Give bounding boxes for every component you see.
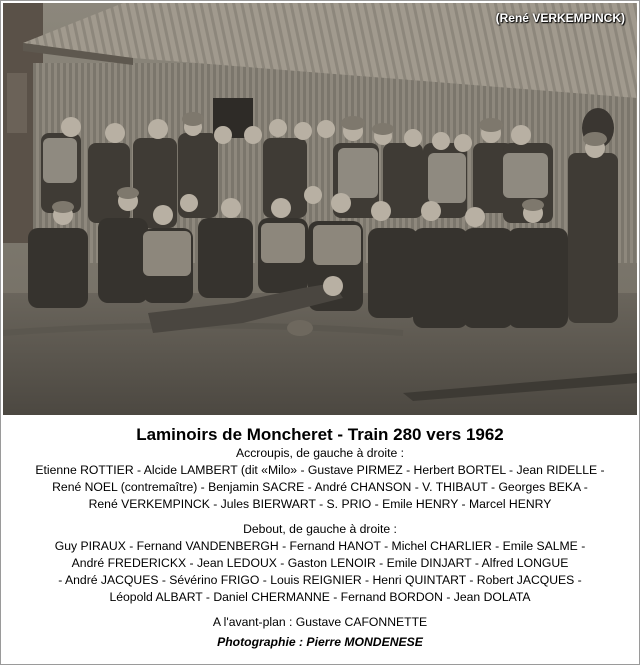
photo-illustration [3, 3, 637, 415]
accroupis-names-line-1: Etienne ROTTIER - Alcide LAMBERT (dit «Milo» - Gustave PIRMEZ - Herbert BORTEL - Jean RIDELLE - [35, 463, 605, 477]
photo-credit: (René VERKEMPINCK) [495, 11, 625, 25]
group-photo [3, 3, 637, 415]
caption-title: Laminoirs de Moncheret - Train 280 vers 1962 [136, 425, 504, 444]
accroupis-heading: Accroupis, de gauche à droite : [235, 446, 405, 460]
accroupis-names-line-3: René VERKEMPINCK - Jules BIERWART - S. PRIO - Emile HENRY - Marcel HENRY [88, 497, 552, 511]
photographer-credit: Photographie : Pierre MONDENESE [217, 635, 423, 649]
avant-plan-line: A l'avant-plan : Gustave CAFONNETTE [212, 615, 428, 629]
debout-names-line-1: Guy PIRAUX - Fernand VANDENBERGH - Fernand HANOT - Michel CHARLIER - Emile SALME - [54, 539, 586, 553]
debout-names-line-2: André FREDERICKX - Jean LEDOUX - Gaston LENOIR - Emile DINJART - Alfred LONGUE [71, 556, 569, 570]
debout-names-line-4: Léopold ALBART - Daniel CHERMANNE - Fernand BORDON - Jean DOLATA [109, 590, 531, 604]
debout-heading: Debout, de gauche à droite : [243, 522, 397, 536]
accroupis-names-line-2: René NOEL (contremaître) - Benjamin SACRE - André CHANSON - V. THIBAUT - Georges BEKA - [52, 480, 588, 494]
caption [1, 419, 639, 651]
debout-names-line-3: - André JACQUES - Sévérino FRIGO - Louis REIGNIER - Henri QUINTART - Robert JACQUES - [58, 573, 582, 587]
